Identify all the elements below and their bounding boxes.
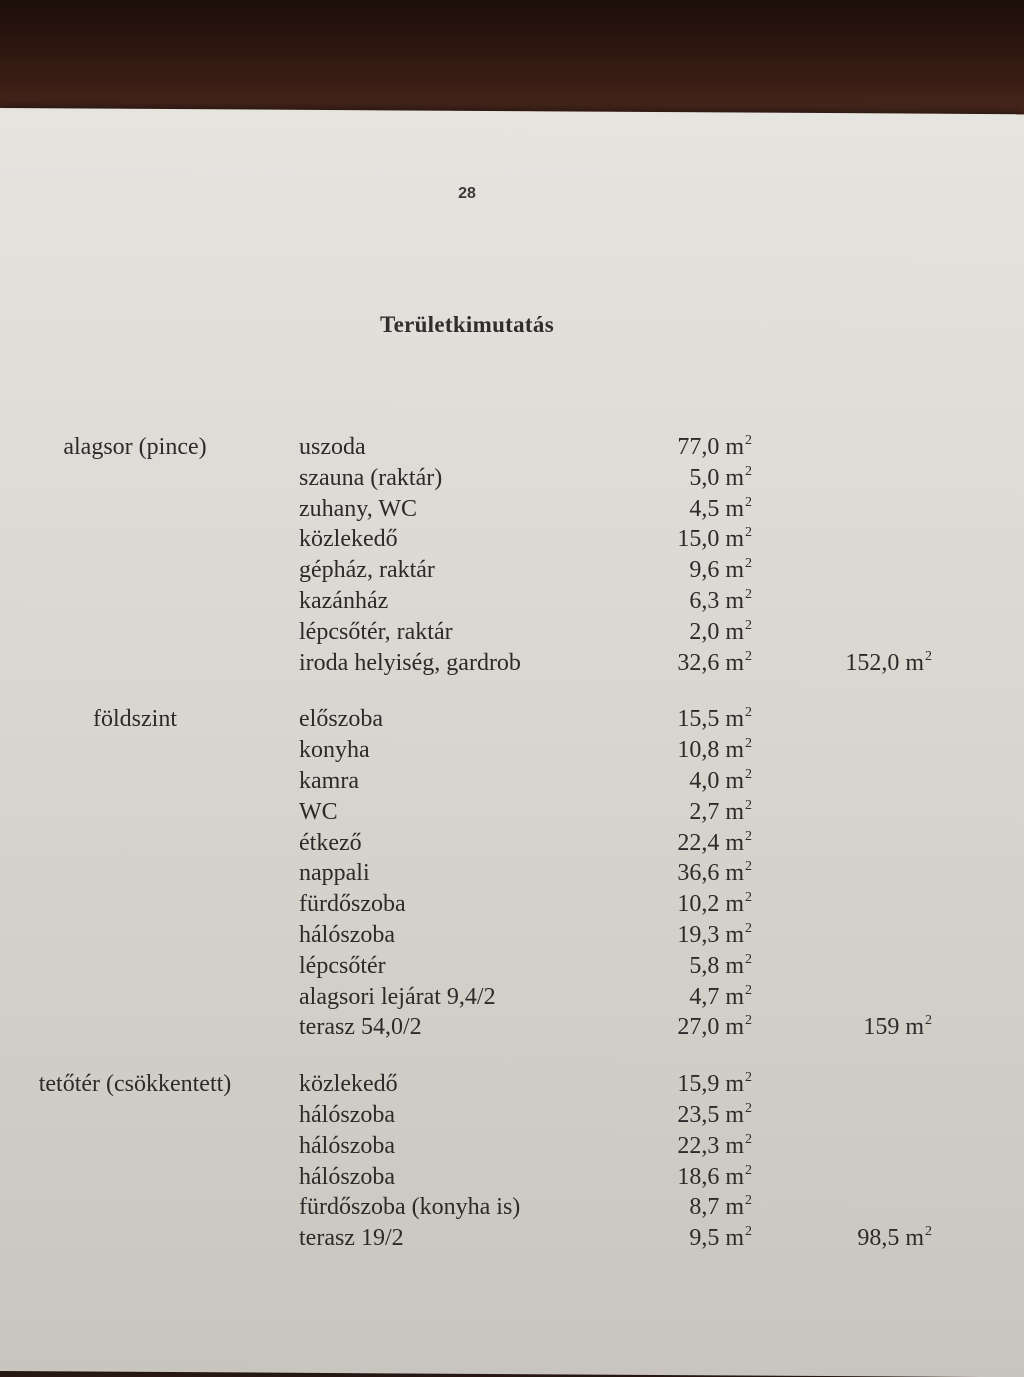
unit-label: m <box>719 1014 744 1041</box>
room-name: fürdőszoba <box>299 891 406 918</box>
floor-section <box>0 1065 1024 1250</box>
room-name: kazánház <box>299 587 389 614</box>
unit-label: m <box>719 495 744 522</box>
room-area-value: 2,0 <box>689 618 720 645</box>
room-row <box>0 793 1024 824</box>
room-area <box>677 1133 752 1160</box>
room-name: hálószoba <box>299 1163 395 1190</box>
room-area-value: 77,0 <box>677 434 720 460</box>
room-area <box>689 588 752 615</box>
unit-label: m <box>719 706 744 733</box>
room-area <box>689 496 752 523</box>
room-area-value: 4,5 <box>689 495 720 522</box>
document-title: Területkimutatás <box>380 312 554 337</box>
room-area <box>689 619 752 646</box>
unit-label: m <box>719 526 744 553</box>
room-name: terasz 54,0/2 <box>299 1014 422 1041</box>
floor-total <box>857 1225 932 1252</box>
floor-label: tetőtér (csökkentett) <box>38 1071 232 1098</box>
room-area-value: 6,3 <box>689 587 720 614</box>
room-row <box>0 551 1024 582</box>
room-area-value: 10,8 <box>677 737 720 764</box>
unit-label: m <box>719 921 744 948</box>
unit-label: m <box>719 737 744 764</box>
room-name: előszoba <box>299 706 383 733</box>
room-row <box>0 978 1024 1009</box>
unit-exponent: 2 <box>745 828 752 844</box>
room-row <box>0 520 1024 551</box>
unit-exponent: 2 <box>745 463 752 479</box>
unit-exponent: 2 <box>745 766 752 782</box>
room-name: hálószoba <box>299 1101 395 1128</box>
room-name: alagsori lejárat 9,4/2 <box>299 983 496 1010</box>
room-row <box>0 916 1024 947</box>
unit-label: m <box>719 434 744 460</box>
room-area <box>689 953 752 980</box>
room-area <box>677 830 752 857</box>
room-row <box>0 1188 1024 1219</box>
unit-exponent: 2 <box>745 951 752 967</box>
unit-exponent: 2 <box>745 1100 752 1116</box>
unit-exponent: 2 <box>745 1131 752 1147</box>
unit-label: m <box>719 464 744 491</box>
room-row <box>0 885 1024 916</box>
room-area <box>677 922 752 949</box>
unit-label: m <box>719 860 744 887</box>
room-area-value: 15,5 <box>677 706 720 733</box>
room-area-value: 19,3 <box>677 921 720 948</box>
room-row <box>0 490 1024 521</box>
unit-exponent: 2 <box>745 1070 752 1086</box>
room-name: nappali <box>299 860 370 887</box>
floor-section <box>0 700 1024 1039</box>
unit-label: m <box>719 798 744 825</box>
room-area <box>689 557 752 584</box>
room-row <box>0 731 1024 762</box>
unit-exponent: 2 <box>745 1013 752 1029</box>
room-area <box>689 1194 752 1221</box>
unit-exponent: 2 <box>745 648 752 664</box>
unit-label: m <box>719 618 744 645</box>
room-name: fürdőszoba (konyha is) <box>299 1194 521 1221</box>
room-area <box>689 1225 752 1252</box>
room-name: hálószoba <box>299 1132 395 1159</box>
room-name: hálószoba <box>299 921 395 948</box>
room-area-value: 4,0 <box>689 767 720 794</box>
page-number: 28 <box>458 185 476 202</box>
unit-exponent: 2 <box>925 1013 932 1029</box>
room-name: közlekedő <box>299 1071 398 1098</box>
room-area-value: 18,6 <box>677 1163 720 1190</box>
room-row <box>0 1065 1024 1096</box>
unit-label: m <box>719 1163 744 1190</box>
unit-label: m <box>899 1225 924 1252</box>
unit-exponent: 2 <box>745 525 752 541</box>
room-name: zuhany, WC <box>299 495 417 522</box>
unit-label: m <box>719 983 744 1010</box>
floor-label: földszint <box>93 706 177 733</box>
unit-exponent: 2 <box>745 797 752 813</box>
room-area <box>689 768 752 795</box>
room-area <box>677 860 752 887</box>
unit-exponent: 2 <box>745 736 752 752</box>
room-name: iroda helyiség, gardrob <box>299 649 521 676</box>
floor-total <box>845 650 932 677</box>
room-area-value: 15,0 <box>677 526 720 553</box>
unit-exponent: 2 <box>745 433 752 448</box>
room-area <box>677 1071 752 1098</box>
room-name: étkező <box>299 829 362 856</box>
unit-label: m <box>719 1194 744 1221</box>
room-area-value: 4,7 <box>689 983 720 1010</box>
room-area <box>677 1014 752 1041</box>
room-area-value: 32,6 <box>677 649 720 676</box>
unit-label: m <box>719 952 744 979</box>
room-row <box>0 700 1024 731</box>
room-area <box>677 526 752 553</box>
room-name: közlekedő <box>299 526 398 553</box>
unit-exponent: 2 <box>745 859 752 875</box>
room-area-value: 22,4 <box>677 829 720 856</box>
room-name: terasz 19/2 <box>299 1225 404 1252</box>
floor-label: alagsor (pince) <box>63 434 207 460</box>
room-row <box>0 1158 1024 1189</box>
unit-label: m <box>719 767 744 794</box>
area-table <box>0 428 1024 1276</box>
unit-exponent: 2 <box>745 556 752 572</box>
room-area <box>677 1164 752 1191</box>
room-area <box>689 799 752 826</box>
room-name: konyha <box>299 737 370 764</box>
floor-section <box>0 428 1024 674</box>
room-row <box>0 644 1024 675</box>
room-name: lépcsőtér <box>299 952 386 979</box>
room-area <box>677 891 752 918</box>
room-area-value: 5,8 <box>689 952 720 979</box>
room-area-value: 36,6 <box>677 860 720 887</box>
unit-label: m <box>899 649 924 676</box>
room-name: uszoda <box>299 434 366 460</box>
room-area <box>689 984 752 1011</box>
room-name: gépház, raktár <box>299 557 435 584</box>
room-row <box>0 947 1024 978</box>
unit-label: m <box>719 557 744 584</box>
room-row <box>0 613 1024 644</box>
room-area-value: 22,3 <box>677 1132 720 1159</box>
floor-total-value: 98,5 <box>857 1225 900 1252</box>
room-area-value: 8,7 <box>689 1194 720 1221</box>
unit-exponent: 2 <box>745 586 752 602</box>
room-row <box>0 582 1024 613</box>
unit-label: m <box>719 1225 744 1252</box>
room-row <box>0 1008 1024 1039</box>
room-area <box>677 1102 752 1129</box>
room-area <box>677 434 752 461</box>
unit-exponent: 2 <box>745 494 752 510</box>
room-area <box>677 737 752 764</box>
unit-exponent: 2 <box>745 890 752 906</box>
unit-exponent: 2 <box>745 1162 752 1178</box>
unit-exponent: 2 <box>745 920 752 936</box>
table-surface <box>0 0 1024 120</box>
room-area-value: 15,9 <box>677 1071 720 1098</box>
room-row <box>0 1127 1024 1158</box>
room-row <box>0 459 1024 490</box>
unit-exponent: 2 <box>745 1193 752 1209</box>
floor-total-value: 159 <box>863 1014 900 1041</box>
room-area-value: 9,5 <box>689 1225 720 1252</box>
unit-label: m <box>719 891 744 918</box>
room-row <box>0 854 1024 885</box>
unit-label: m <box>719 1132 744 1159</box>
unit-exponent: 2 <box>925 1224 932 1240</box>
floor-total-value: 152,0 <box>845 649 900 676</box>
room-name: szauna (raktár) <box>299 464 443 491</box>
room-row <box>0 824 1024 855</box>
unit-label: m <box>719 1071 744 1098</box>
room-name: kamra <box>299 767 359 794</box>
room-area-value: 5,0 <box>689 464 720 491</box>
unit-exponent: 2 <box>925 648 932 664</box>
room-area <box>677 706 752 733</box>
room-row <box>0 428 1024 459</box>
room-name: WC <box>299 798 338 825</box>
room-area-value: 10,2 <box>677 891 720 918</box>
room-area-value: 23,5 <box>677 1101 720 1128</box>
room-area-value: 9,6 <box>689 557 720 584</box>
room-area-value: 2,7 <box>689 798 720 825</box>
floor-total <box>863 1014 932 1041</box>
unit-exponent: 2 <box>745 617 752 633</box>
room-row <box>0 762 1024 793</box>
unit-label: m <box>719 649 744 676</box>
unit-exponent: 2 <box>745 705 752 721</box>
room-area <box>689 465 752 492</box>
unit-label: m <box>719 1101 744 1128</box>
room-row <box>0 1096 1024 1127</box>
room-name: lépcsőtér, raktár <box>299 618 453 645</box>
unit-label: m <box>719 829 744 856</box>
unit-exponent: 2 <box>745 982 752 998</box>
room-area-value: 27,0 <box>677 1014 720 1041</box>
unit-exponent: 2 <box>745 1224 752 1240</box>
room-row <box>0 1219 1024 1250</box>
unit-label: m <box>719 587 744 614</box>
unit-label: m <box>899 1014 924 1041</box>
room-area <box>677 650 752 677</box>
